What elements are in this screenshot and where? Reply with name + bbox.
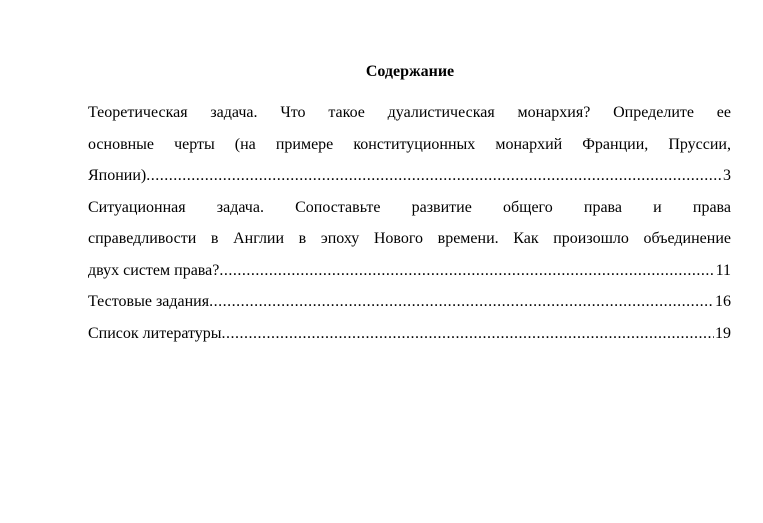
dot-leader xyxy=(219,255,714,287)
toc-page-number: 19 xyxy=(715,324,731,342)
toc-entry-references[interactable] xyxy=(88,318,731,350)
dot-leader xyxy=(222,318,714,350)
toc-entry-text-line: Теоретическая задача. Что такое дуалистическая монархия? Определите ее xyxy=(88,104,731,121)
toc-entry-text-line: Список литературы xyxy=(88,324,222,342)
toc-heading: Содержание xyxy=(365,63,455,80)
dot-leader xyxy=(146,160,722,192)
dot-leader xyxy=(209,286,714,318)
toc-entry-text-line: справедливости в Англии в эпоху Нового времени. Как произошло объединение xyxy=(88,230,731,247)
toc-page-number: 11 xyxy=(715,261,731,279)
toc-entry-last-line xyxy=(88,318,731,350)
toc-entry-text-line: основные черты (на примере конституционных монархий Франции, Пруссии, xyxy=(88,135,731,153)
toc-entry-text-line: двух систем права? xyxy=(88,261,220,279)
toc-entry-test-tasks[interactable] xyxy=(88,286,731,318)
toc-page-number: 3 xyxy=(723,167,731,184)
table-of-contents xyxy=(88,97,731,349)
toc-entry-text-line: Тестовые задания xyxy=(88,293,210,310)
toc-entry-theoretical-task[interactable] xyxy=(88,97,731,192)
toc-entry-text-line: Японии) xyxy=(88,167,147,184)
toc-entry-text-line: Ситуационная задача. Сопоставьте развитие общего права и права xyxy=(88,198,731,216)
toc-page-number: 16 xyxy=(715,293,731,310)
toc-entry-last-line xyxy=(88,255,731,287)
toc-entry-last-line xyxy=(88,286,731,318)
toc-entry-last-line xyxy=(88,160,731,192)
toc-entry-situational-task[interactable] xyxy=(88,192,731,287)
